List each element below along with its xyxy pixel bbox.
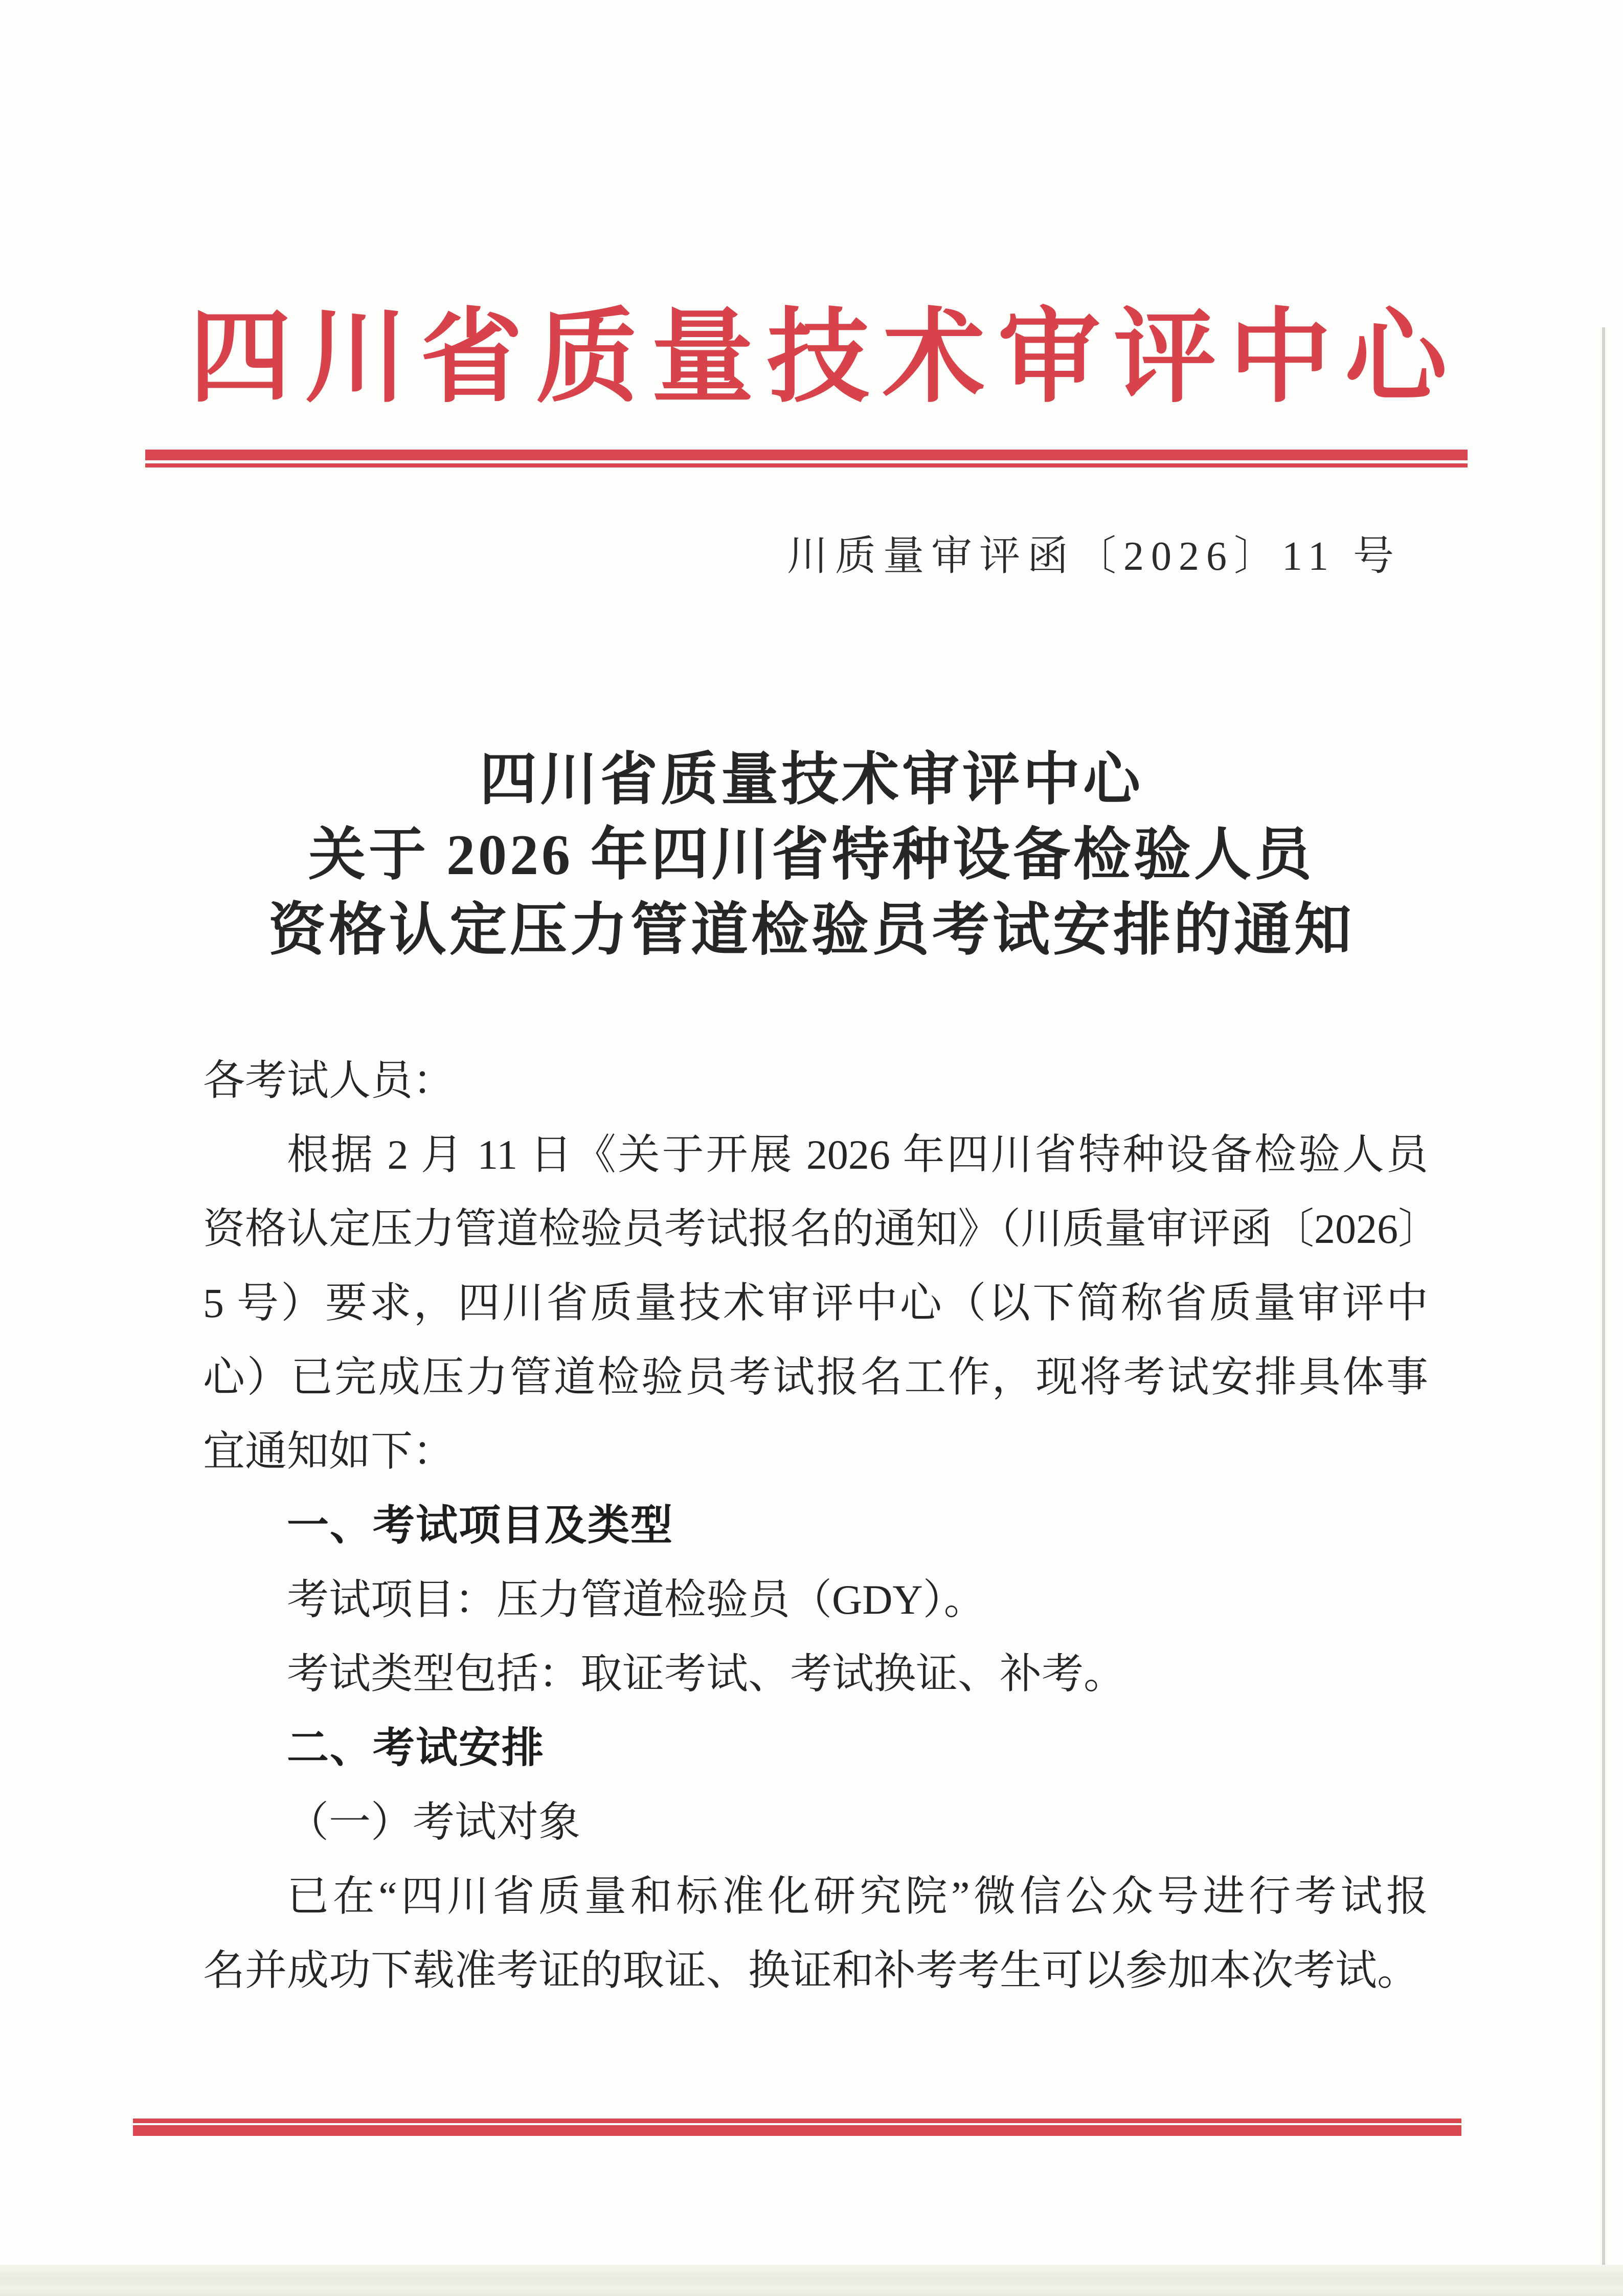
body-line: 根据 2 月 11 日《关于开展 2026 年四川省特种设备检验人员 xyxy=(287,1131,1428,1178)
body-line: 资格认定压力管道检验员考试报名的通知》（川质量审评函〔2026〕 xyxy=(203,1206,1440,1252)
body-line: 已在“四川省质量和标准化研究院”微信公众号进行考试报 xyxy=(287,1873,1428,1920)
document-number: 川质量审评函〔2026〕11 号 xyxy=(786,534,1401,579)
section-heading-2: 二、考试安排 xyxy=(287,1725,545,1771)
body-line: 5 号）要求，四川省质量技术审评中心（以下简称省质量审评中 xyxy=(203,1280,1428,1326)
body-line: 考试类型包括：取证考试、考试换证、补考。 xyxy=(287,1651,1126,1697)
sub-heading: （一）考试对象 xyxy=(287,1799,581,1845)
notice-title-line1: 四川省质量技术审评中心 xyxy=(480,748,1143,812)
notice-title xyxy=(0,743,1623,968)
salutation: 各考试人员： xyxy=(203,1057,455,1104)
body-line: 心）已完成压力管道检验员考试报名工作，现将考试安排具体事 xyxy=(203,1354,1428,1400)
letterhead-rule-thick xyxy=(145,450,1468,460)
footer-rule-thick xyxy=(133,2125,1461,2136)
body-line: 考试项目：压力管道检验员（GDY）。 xyxy=(287,1576,986,1623)
section-heading-1: 一、考试项目及类型 xyxy=(287,1502,674,1549)
body-line: 名并成功下载准考证的取证、换证和补考考生可以参加本次考试。 xyxy=(203,1947,1419,1994)
letterhead-rule-thin xyxy=(145,463,1468,467)
scan-page-edge xyxy=(1602,327,1605,2296)
agency-masthead: 四川省质量技术审评中心 xyxy=(189,302,1460,415)
notice-body xyxy=(203,1043,1440,2008)
footer-rule-thin xyxy=(133,2119,1461,2123)
body-line: 宜通知如下： xyxy=(203,1428,455,1475)
notice-title-line2: 关于 2026 年四川省特种设备检验人员 xyxy=(308,823,1315,887)
scan-bottom-band xyxy=(0,2265,1623,2296)
notice-title-line3: 资格认定压力管道检验员考试安排的通知 xyxy=(268,899,1355,962)
